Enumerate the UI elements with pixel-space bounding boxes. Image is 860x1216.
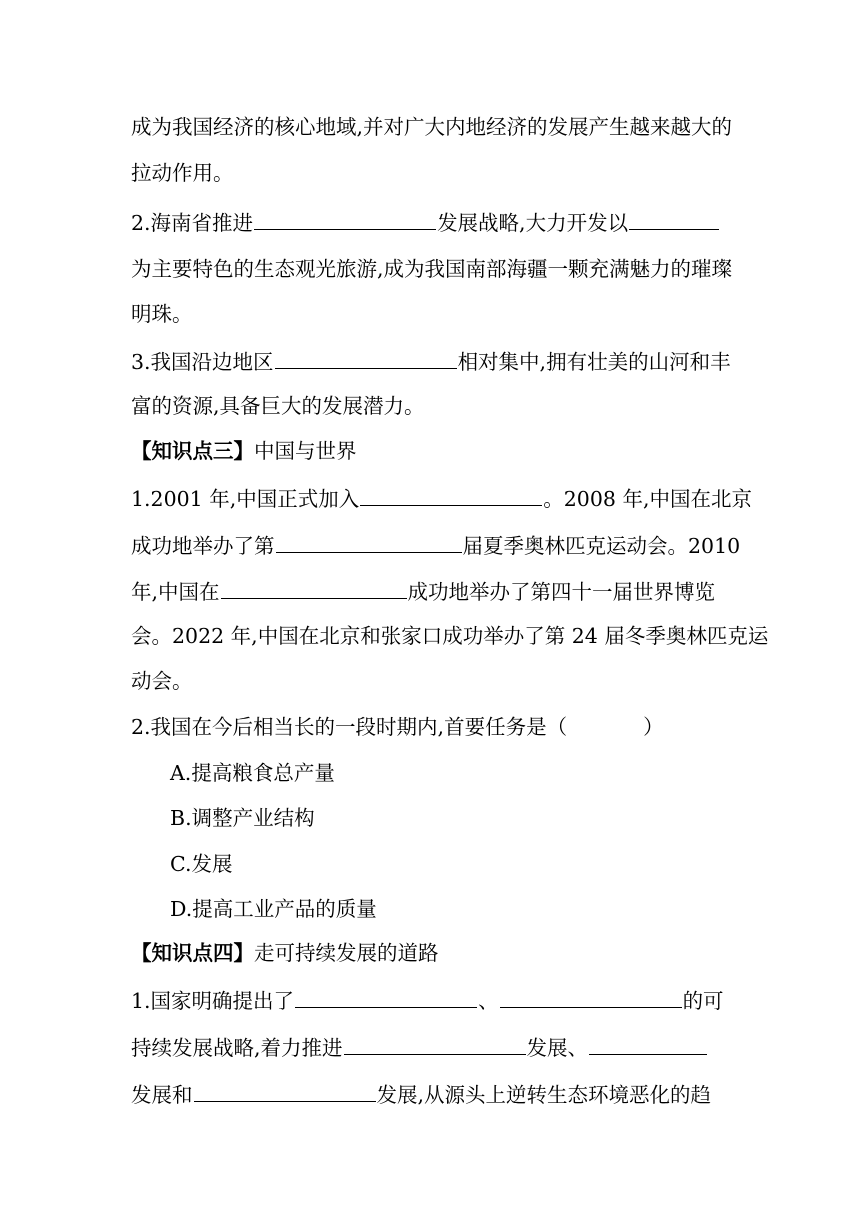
option-label: B.调整产业结构: [170, 806, 315, 830]
text: 拉动作用。: [131, 161, 234, 185]
text-line: [131, 114, 732, 140]
option-b[interactable]: [170, 805, 315, 831]
question-line: [131, 485, 752, 512]
answer-blank[interactable]: [275, 348, 457, 369]
question-line: [131, 987, 724, 1014]
question-line: [131, 348, 731, 375]
section-tag: 【知识点三】: [131, 439, 254, 463]
answer-blank[interactable]: [221, 578, 407, 599]
text-line: [131, 1081, 711, 1108]
text-line: [131, 160, 234, 186]
answer-blank[interactable]: [295, 987, 477, 1008]
text: 明珠。: [131, 302, 193, 326]
text: 的可: [682, 989, 724, 1013]
text: 。2008 年,中国在北京: [543, 487, 752, 511]
section-heading: [131, 438, 357, 464]
text: 富的资源,具备巨大的发展潜力。: [131, 394, 425, 418]
text: 3.我国沿边地区: [131, 350, 274, 374]
text: 会。2022 年,中国在北京和张家口成功举办了第 24 届冬季奥林匹克运: [131, 624, 769, 648]
text: 发展战略,大力开发以: [437, 211, 629, 235]
section-title: 走可持续发展的道路: [254, 941, 439, 965]
answer-blank[interactable]: [589, 1034, 707, 1055]
section-tag: 【知识点四】: [131, 941, 254, 965]
answer-blank[interactable]: [254, 209, 436, 230]
option-d[interactable]: [170, 896, 377, 922]
text-line: [131, 256, 732, 282]
option-label: D.提高工业产品的质量: [170, 897, 377, 921]
option-label: A.提高粮食总产量: [170, 761, 335, 785]
text: 2.海南省推进: [131, 211, 254, 235]
text-line: [131, 532, 740, 559]
text: 相对集中,拥有壮美的山河和丰: [457, 350, 731, 374]
text: 持续发展战略,着力推进: [131, 1036, 343, 1060]
text: 1.国家明确提出了: [131, 989, 295, 1013]
answer-blank[interactable]: [500, 987, 682, 1008]
answer-blank[interactable]: [629, 209, 719, 230]
text: 1.2001 年,中国正式加入: [131, 487, 360, 511]
text: 为主要特色的生态观光旅游,成为我国南部海疆一颗充满魅力的璀璨: [131, 257, 733, 281]
option-a[interactable]: [170, 760, 335, 786]
text: ）: [643, 715, 664, 739]
answer-blank[interactable]: [344, 1034, 526, 1055]
text: 成为我国经济的核心地域,并对广大内地经济的发展产生越来越大的: [131, 115, 733, 139]
text: 、: [478, 989, 499, 1013]
section-title: 中国与世界: [254, 439, 357, 463]
text: 成功地举办了第: [131, 534, 275, 558]
option-label: C.发展: [170, 852, 233, 876]
option-c[interactable]: [170, 851, 232, 877]
text-line: [131, 623, 768, 649]
text-line: [131, 668, 193, 694]
question-line: [131, 714, 664, 740]
answer-blank[interactable]: [360, 485, 542, 506]
text: 届夏季奥林匹克运动会。2010: [462, 534, 741, 558]
text: 年,中国在: [131, 580, 220, 604]
text: 2.我国在今后相当长的一段时期内,首要任务是（: [131, 715, 568, 739]
section-heading: [131, 940, 439, 966]
answer-blank[interactable]: [276, 532, 462, 553]
question-line: [131, 209, 720, 236]
answer-blank[interactable]: [194, 1081, 376, 1102]
text-line: [131, 393, 425, 419]
text: 发展和: [131, 1083, 193, 1107]
text: 发展、: [526, 1036, 589, 1060]
text: 成功地举办了第四十一届世界博览: [407, 580, 716, 604]
text-line: [131, 1034, 708, 1061]
text-line: [131, 578, 715, 605]
text: 动会。: [131, 669, 193, 693]
text-line: [131, 301, 193, 327]
text: 发展,从源头上逆转生态环境恶化的趋: [376, 1083, 712, 1107]
